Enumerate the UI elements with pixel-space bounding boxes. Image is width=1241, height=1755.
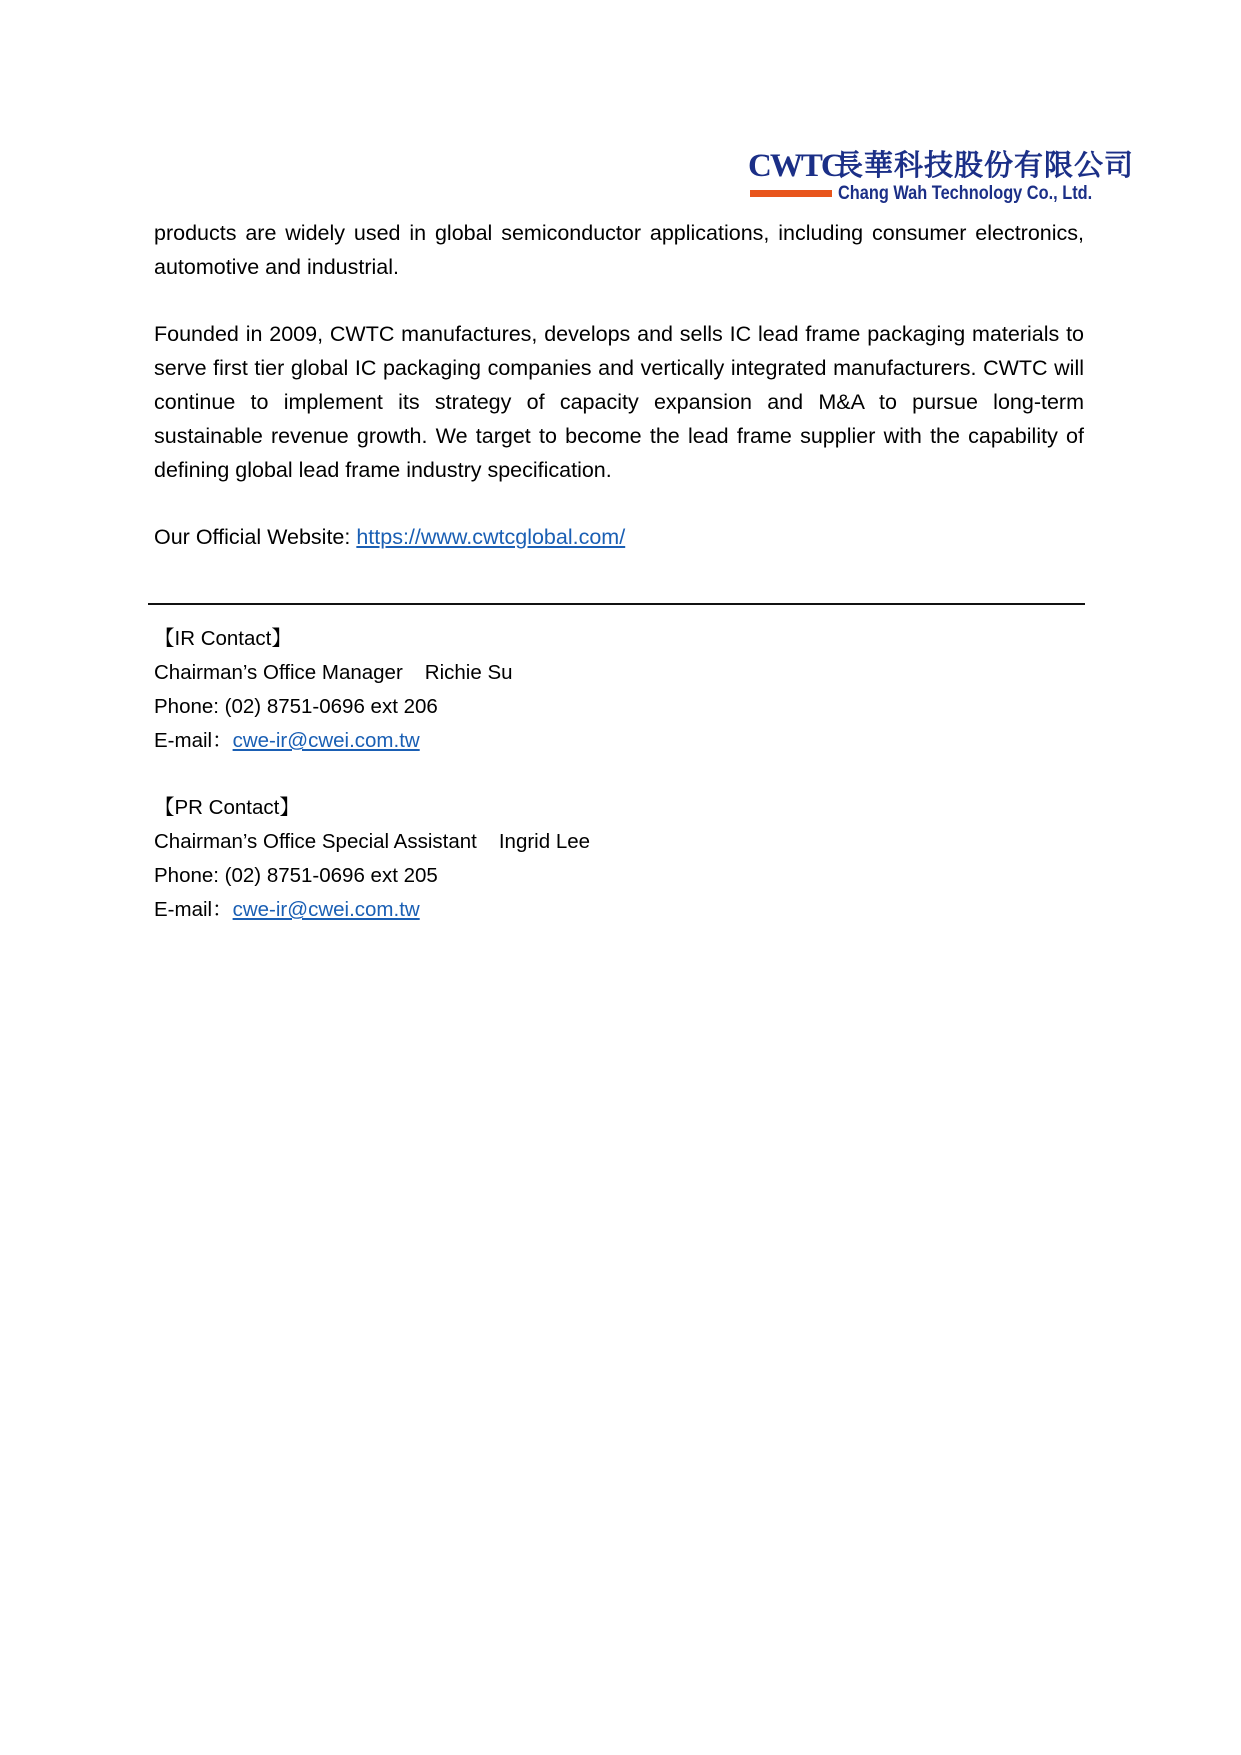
pr-contact-email-line (154, 893, 590, 927)
pr-contact-title-line (154, 825, 590, 859)
logo-orange-bar (750, 190, 832, 197)
logo-english-name: Chang Wah Technology Co., Ltd. (838, 183, 1093, 204)
website-label: Our Official Website: (154, 525, 357, 549)
pr-contact-heading: 【PR Contact】 (154, 796, 300, 819)
pr-contact-block (154, 791, 590, 927)
logo-mark: CWTC (748, 148, 843, 184)
ir-contact-title-line (154, 656, 513, 690)
ir-contact-name: Richie Su (424, 661, 513, 684)
official-website-line (154, 520, 1084, 554)
ir-contact-block (154, 622, 513, 758)
ir-contact-phone: Phone: (02) 8751-0696 ext 206 (154, 695, 438, 718)
ir-contact-heading: 【IR Contact】 (154, 627, 292, 650)
pr-contact-phone: Phone: (02) 8751-0696 ext 205 (154, 864, 438, 887)
pr-contact-name: Ingrid Lee (498, 830, 591, 853)
horizontal-divider (148, 603, 1085, 605)
paragraph-products: products are widely used in global semiconductor applications, including consumer electronics, automotive and industrial. (154, 221, 1084, 279)
company-logo (748, 148, 1135, 210)
ir-email-label: E-mail： (154, 729, 233, 752)
paragraph-company-overview: Founded in 2009, CWTC manufactures, develops and sells IC lead frame packaging materials to serve first tier global IC packaging companies and vertically integrated manufacturers. CWTC will continue to implement its strategy of capacity expansion and M&A to pursue long-term sustainable revenue growth. We target to become the lead frame supplier with the capability of defining global lead frame industry specification. (154, 322, 1084, 482)
ir-email-link[interactable]: cwe-ir@cwei.com.tw (232, 729, 420, 752)
ir-contact-email-line (154, 724, 513, 758)
pr-email-label: E-mail： (154, 898, 233, 921)
ir-contact-title: Chairman’s Office Manager (154, 661, 403, 684)
pr-email-link[interactable]: cwe-ir@cwei.com.tw (232, 898, 420, 921)
pr-contact-title: Chairman’s Office Special Assistant (154, 830, 477, 853)
logo-chinese-name: 長華科技股份有限公司 (834, 150, 1135, 182)
website-link[interactable]: https://www.cwtcglobal.com/ (356, 525, 626, 549)
